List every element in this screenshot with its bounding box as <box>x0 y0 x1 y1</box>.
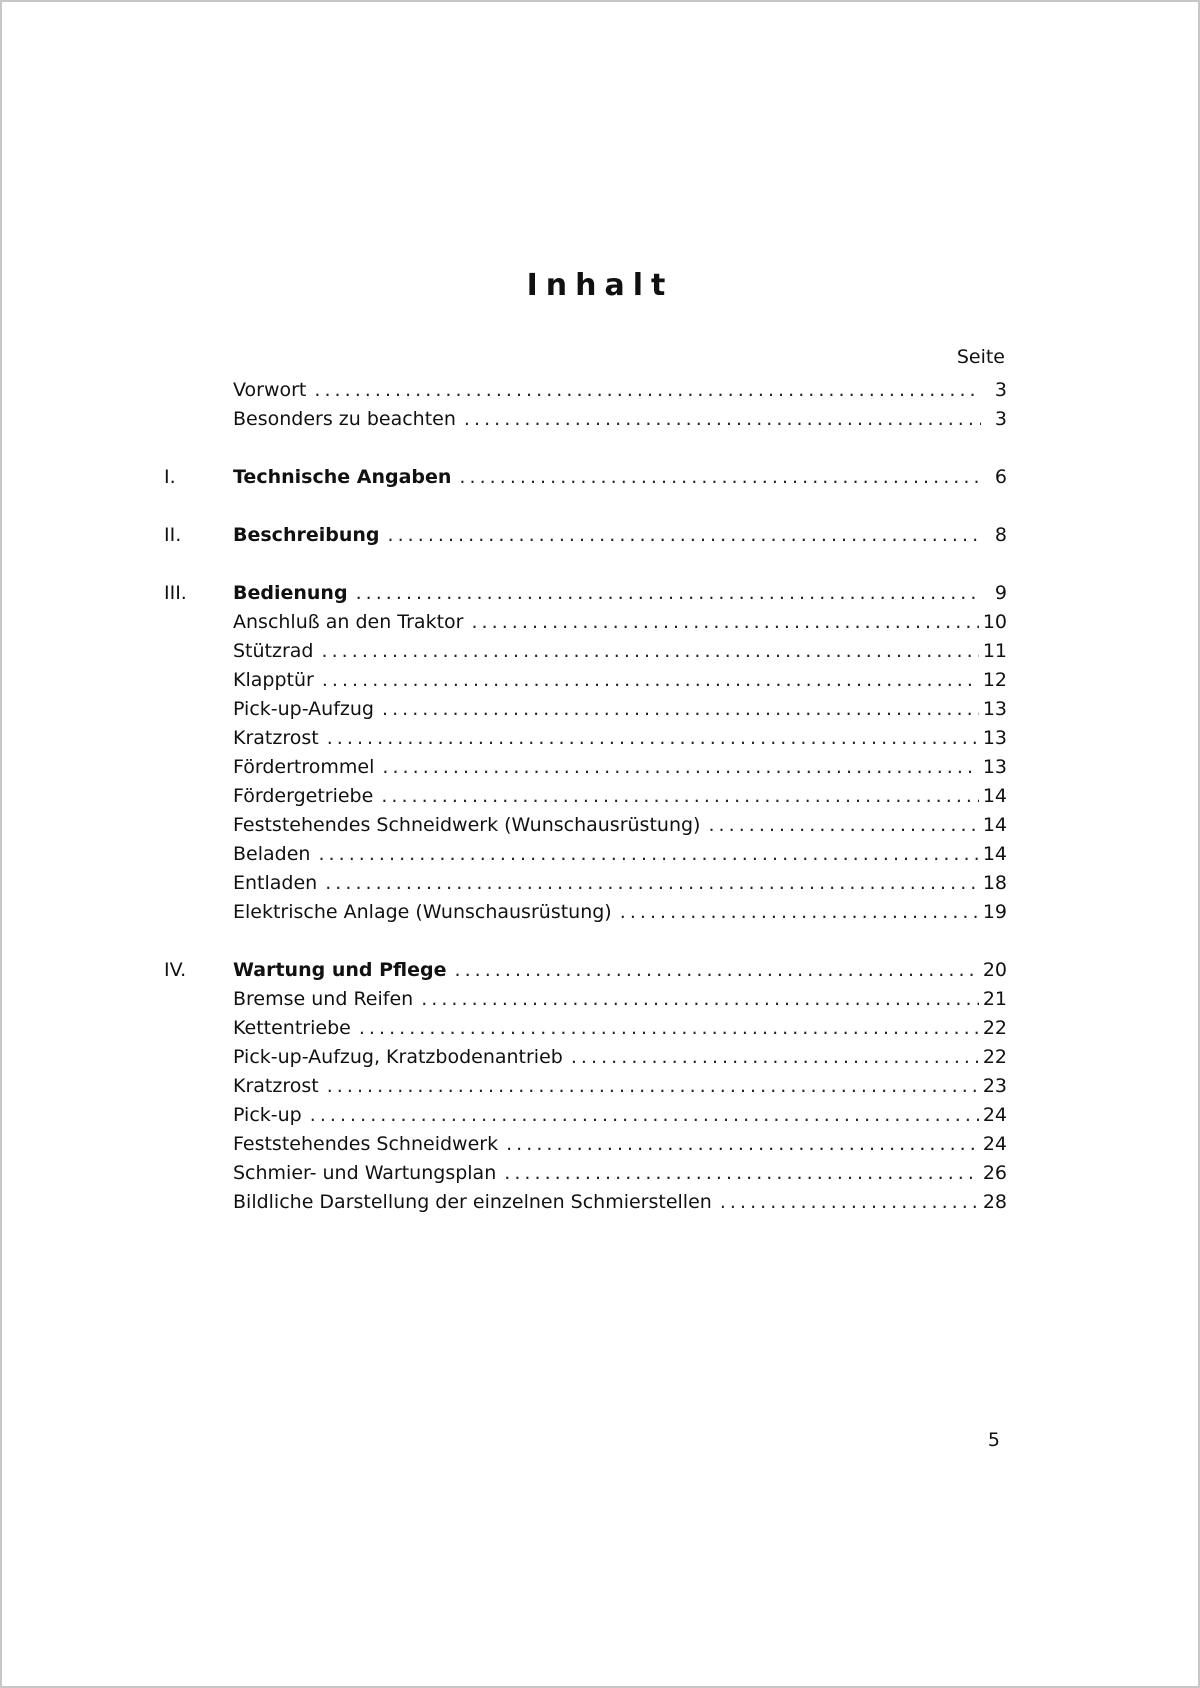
toc-entry <box>160 1104 1007 1133</box>
toc-section <box>160 466 1007 495</box>
toc-entry-label: Wartung und Pflege <box>233 959 447 981</box>
toc-entry-page: 13 <box>982 698 1007 720</box>
dot-leader <box>310 1104 979 1126</box>
toc-entry-page: 6 <box>994 466 1007 488</box>
toc-entry-label: Elektrische Anlage (Wunschausrüstung) <box>233 901 612 923</box>
dot-leader <box>459 466 981 488</box>
toc-entry-label: Bedienung <box>233 582 348 604</box>
dot-leader <box>327 727 979 749</box>
toc-entry <box>160 1162 1007 1191</box>
dot-leader <box>325 872 979 894</box>
toc-entry-label: Bremse und Reifen <box>233 988 414 1010</box>
toc-entry-number: IV. <box>164 959 187 981</box>
toc-entry-page: 19 <box>982 901 1007 923</box>
toc-entry-page: 3 <box>994 379 1007 401</box>
toc-entry-number: I. <box>164 466 176 488</box>
toc-entry-page: 14 <box>982 814 1007 836</box>
dot-leader <box>708 814 978 836</box>
dot-leader <box>506 1133 979 1155</box>
dot-leader <box>571 1046 979 1068</box>
toc-entry-page: 9 <box>994 582 1007 604</box>
dot-leader <box>504 1162 979 1184</box>
toc-entry-label: Klapptür <box>233 669 314 691</box>
toc-entry-label: Technische Angaben <box>233 466 452 488</box>
dot-leader <box>322 669 979 691</box>
page-column-header: Seite <box>956 346 1005 368</box>
toc-entry-label: Pick-up <box>233 1104 302 1126</box>
toc-entry-page: 24 <box>982 1104 1007 1126</box>
dot-leader <box>382 698 979 720</box>
toc-entry-page: 23 <box>982 1075 1007 1097</box>
dot-leader <box>454 959 978 981</box>
toc-entry-page: 10 <box>982 611 1007 633</box>
toc-entry <box>160 1046 1007 1075</box>
toc-entry <box>160 698 1007 727</box>
table-of-contents <box>160 379 1007 1249</box>
toc-entry-label: Stützrad <box>233 640 314 662</box>
toc-entry <box>160 814 1007 843</box>
toc-entry-label: Kratzrost <box>233 727 319 749</box>
dot-leader <box>421 988 979 1010</box>
toc-entry-page: 13 <box>982 727 1007 749</box>
toc-entry-label: Anschluß an den Traktor <box>233 611 464 633</box>
toc-entry-page: 12 <box>982 669 1007 691</box>
toc-entry-label: Feststehendes Schneidwerk (Wunschausrüstung) <box>233 814 701 836</box>
toc-entry-page: 20 <box>982 959 1007 981</box>
dot-leader <box>382 756 978 778</box>
dot-leader <box>464 408 981 430</box>
dot-leader <box>322 640 979 662</box>
toc-entry-page: 22 <box>982 1017 1007 1039</box>
toc-entry <box>160 466 1007 495</box>
toc-entry <box>160 1133 1007 1162</box>
toc-entry-label: Beladen <box>233 843 311 865</box>
toc-entry-label: Schmier- und Wartungsplan <box>233 1162 497 1184</box>
toc-entry <box>160 524 1007 553</box>
toc-section <box>160 582 1007 930</box>
toc-entry-page: 13 <box>982 756 1007 778</box>
toc-entry-label: Pick-up-Aufzug, Kratzbodenantrieb <box>233 1046 563 1068</box>
dot-leader <box>314 379 981 401</box>
dot-leader <box>388 524 982 546</box>
toc-entry-page: 14 <box>982 785 1007 807</box>
toc-entry-page: 22 <box>982 1046 1007 1068</box>
toc-entry-page: 18 <box>982 872 1007 894</box>
toc-entry-label: Feststehendes Schneidwerk <box>233 1133 499 1155</box>
toc-entry-label: Kettentriebe <box>233 1017 351 1039</box>
dot-leader <box>359 1017 979 1039</box>
dot-leader <box>381 785 979 807</box>
dot-leader <box>327 1075 979 1097</box>
toc-entry <box>160 901 1007 930</box>
toc-entry-label: Fördergetriebe <box>233 785 374 807</box>
toc-entry-page: 8 <box>994 524 1007 546</box>
toc-entry-page: 21 <box>982 988 1007 1010</box>
dot-leader <box>318 843 978 865</box>
dot-leader <box>720 1191 979 1213</box>
toc-entry-page: 28 <box>982 1191 1007 1213</box>
toc-entry-label: Pick-up-Aufzug <box>233 698 374 720</box>
dot-leader <box>620 901 979 923</box>
toc-entry-page: 11 <box>982 640 1007 662</box>
toc-entry <box>160 1075 1007 1104</box>
toc-entry <box>160 379 1007 408</box>
toc-entry-label: Vorwort <box>233 379 307 401</box>
toc-entry <box>160 756 1007 785</box>
toc-entry-number: II. <box>164 524 182 546</box>
toc-entry <box>160 611 1007 640</box>
page-title: Inhalt <box>526 268 674 303</box>
toc-entry <box>160 1191 1007 1220</box>
toc-entry-label: Fördertrommel <box>233 756 375 778</box>
toc-entry <box>160 988 1007 1017</box>
dot-leader <box>356 582 981 604</box>
toc-entry-label: Entladen <box>233 872 318 894</box>
toc-entry <box>160 1017 1007 1046</box>
toc-entry-number: III. <box>164 582 187 604</box>
toc-entry-label: Bildliche Darstellung der einzelnen Schmierstellen <box>233 1191 712 1213</box>
toc-entry <box>160 582 1007 611</box>
toc-entry-page: 24 <box>982 1133 1007 1155</box>
toc-entry-label: Kratzrost <box>233 1075 319 1097</box>
toc-entry <box>160 408 1007 437</box>
toc-section <box>160 959 1007 1220</box>
toc-entry-page: 26 <box>982 1162 1007 1184</box>
toc-entry <box>160 872 1007 901</box>
dot-leader <box>471 611 978 633</box>
toc-entry <box>160 669 1007 698</box>
toc-entry <box>160 843 1007 872</box>
toc-entry <box>160 727 1007 756</box>
toc-section <box>160 524 1007 553</box>
toc-section <box>160 379 1007 437</box>
toc-entry <box>160 959 1007 988</box>
toc-entry-page: 14 <box>982 843 1007 865</box>
toc-entry-page: 3 <box>994 408 1007 430</box>
toc-entry-label: Besonders zu beachten <box>233 408 456 430</box>
toc-entry <box>160 785 1007 814</box>
page-number: 5 <box>987 1429 1000 1451</box>
toc-entry <box>160 640 1007 669</box>
toc-entry-label: Beschreibung <box>233 524 380 546</box>
